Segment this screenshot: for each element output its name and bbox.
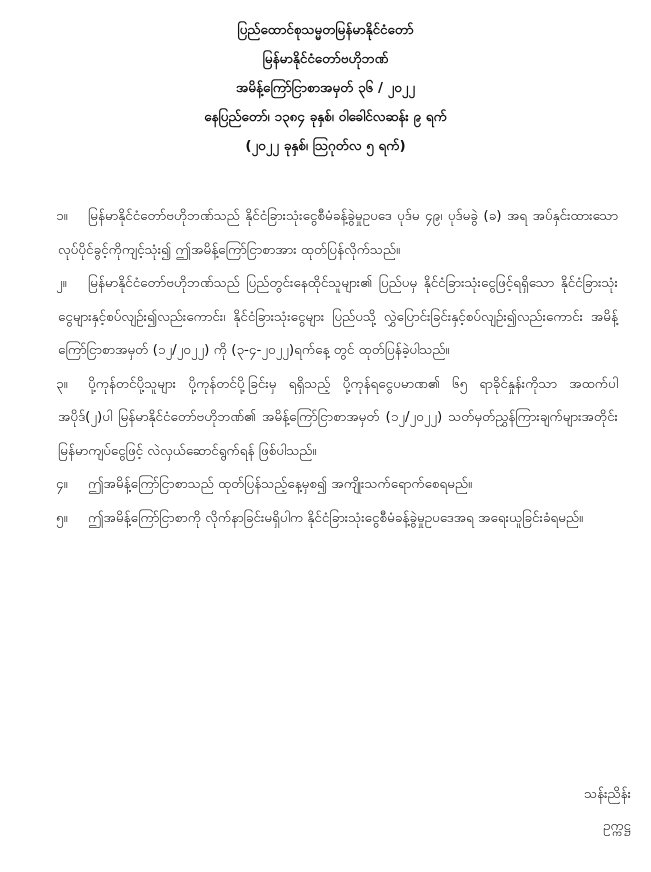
paragraph-text: ဤအမိန့်ကြော်ငြာစာကို လိုက်နာခြင်းမရှိပါက နိုင်ငံခြားသုံးငွေစီမံခန့်ခွဲမှုဥပဒေအရ အရေးယူခြင်းခံရမည်။: [88, 509, 584, 526]
date-myanmar-calendar: နေပြည်တော်၊ ၁၃၈၄ ခုနှစ်၊ ဝါခေါင်လဆန်း ၉ ရက်: [204, 109, 447, 125]
signatory-name: သန်းညိန်း: [584, 786, 631, 802]
paragraph-number: ၄။: [56, 476, 68, 492]
paragraph-text: မြန်မာနိုင်ငံတော်ဗဟိုဘဏ်သည် နိုင်ငံခြားသုံးငွေစီမံခန့်ခွဲမှုဥပဒေ ပုဒ်မ ၄၉၊ ပုဒ်မခွဲ (ခ) အရ အပ်နှင်းထားသော လုပ်ပိုင်ခွင့်ကိုကျင့်သုံး၍ ဤအမိန့်ကြော်ငြာစာအား ထုတ်ပြန်လိုက်သည်။: [58, 208, 618, 258]
paragraph-text: ပို့ကုန်တင်ပို့သူများ ပို့ကုန်တင်ပို့ခြင်းမှ ရရှိသည့် ပို့ကုန်ရငွေပမာဏ၏ ၆၅ ရာခိုင်နှုန်းကိုသာ အထက်ပါအပိုဒ်(၂)ပါ မြန်မာနိုင်ငံတော်ဗဟိုဘဏ်၏ အမိန့်ကြော်ငြာစာအမှတ် (၁၂/၂၀၂၂) သတ်မှတ်ညွှန်ကြားချက်များအတိုင်း မြန်မာကျပ်ငွေဖြင့် လဲလှယ်ဆောင်ရွက်ရန် ဖြစ်ပါသည်။: [58, 375, 618, 459]
paragraph-number: ၁။: [56, 208, 68, 224]
signature-block: [584, 778, 631, 842]
paragraph-4: [58, 468, 618, 502]
paragraph-number: ၂။: [56, 275, 67, 291]
paragraph-text: ဤအမိန့်ကြော်ငြာစာသည် ထုတ်ပြန်သည့်နေ့မှစ၍ အကျိုးသက်ရောက်စေရမည်။: [88, 476, 473, 492]
paragraph-2: [58, 267, 618, 368]
country-title: ပြည်ထောင်စုသမ္မတမြန်မာနိုင်ငံတော်: [237, 22, 414, 38]
document-body: [58, 200, 618, 535]
paragraph-1: [58, 200, 618, 267]
paragraph-number: ၅။: [56, 509, 68, 526]
paragraph-5: [58, 502, 618, 536]
date-gregorian: (၂၀၂၂ ခုနှစ်၊ ဩဂုတ်လ ၅ ရက်): [245, 138, 406, 154]
paragraph-text: မြန်မာနိုင်ငံတော်ဗဟိုဘဏ်သည် ပြည်တွင်းနေထိုင်သူများ၏ ပြည်ပမှ နိုင်ငံခြားသုံးငွေဖြင့်ရရှိသော နိုင်ငံခြားသုံးငွေများနှင့်စပ်လျဉ်း၍လည်းကောင်း၊ နိုင်ငံခြားသုံးငွေများ ပြည်ပသို့ လွှဲပြောင်းခြင်းနှင့်စပ်လျဉ်း၍လည်းကောင်း အမိန့်ကြော်ငြာစာအမှတ် (၁၂/၂၀၂၂) ကို (၃-၄-၂၀၂၂)ရက်နေ့ တွင် ထုတ်ပြန်ခဲ့ပါသည်။: [58, 275, 618, 358]
bank-title: မြန်မာနိုင်ငံတော်ဗဟိုဘဏ်: [262, 51, 389, 67]
document-header: [0, 16, 651, 161]
signatory-title: ဥက္ကဋ္ဌ: [602, 818, 631, 834]
paragraph-3: [58, 368, 618, 469]
paragraph-number: ၃။: [56, 375, 68, 392]
notification-number: အမိန့်ကြော်ငြာစာအမှတ် ၃၆ / ၂၀၂၂: [235, 80, 416, 96]
